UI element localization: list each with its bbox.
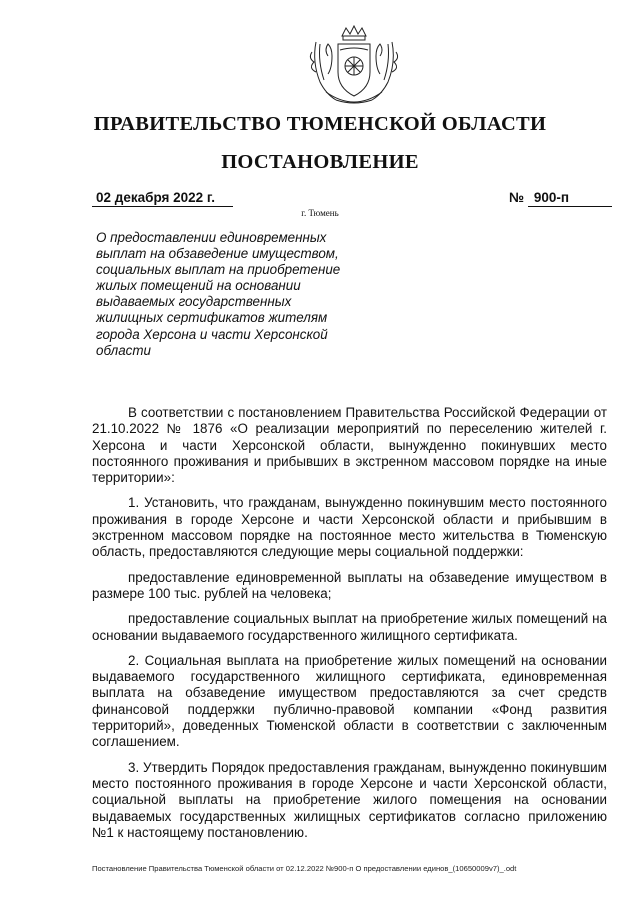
document-subject: О предоставлении единовременных выплат на обзаведение имуществом, социальных выплат на приобретение жилых помещений на основании выдаваемых государственных жилищных сертификатов жителям города Херсона и части Херсонской области bbox=[96, 230, 341, 358]
document-body bbox=[92, 405, 607, 850]
coat-of-arms-icon bbox=[306, 22, 402, 108]
body-paragraph: 3. Утвердить Порядок предоставления гражданам, вынужденно покинувшим место постоянного проживания в городе Херсоне и части Херсонской области, социальной выплаты на приобретение жилого помещения на основании выдаваемых государственных жилищных сертификатов согласно приложению №1 к настоящему постановлению. bbox=[92, 759, 607, 840]
number-prefix: № bbox=[509, 190, 525, 205]
document-type: ПОСТАНОВЛЕНИЕ bbox=[221, 151, 419, 173]
body-paragraph: В соответствии с постановлением Правительства Российской Федерации от 21.10.2022 № 1876 «О реализации мероприятий по переселению жителей г. Херсона и части Херсонской области, вынужденно покинувших место постоянного проживания и прибывших в экстренном массовом порядке на иные территории»: bbox=[92, 405, 607, 486]
body-paragraph: 2. Социальная выплата на приобретение жилых помещений на основании выдаваемого государственного жилищного сертификата, единовременная выплата на обзаведение имуществом предоставляются за счет средств финансовой поддержки публично-правовой компании «Фонд развития территорий», доведенных Тюменской области в соответствии с заключенным соглашением. bbox=[92, 652, 607, 750]
organization-title: ПРАВИТЕЛЬСТВО ТЮМЕНСКОЙ ОБЛАСТИ bbox=[93, 113, 547, 135]
body-paragraph: предоставление социальных выплат на приобретение жилых помещений на основании выдаваемого государственного жилищного сертификата. bbox=[92, 611, 607, 643]
body-paragraph: предоставление единовременной выплаты на обзаведение имуществом в размере 100 тыс. рублей на человека; bbox=[92, 569, 607, 601]
document-date: 02 декабря 2022 г. bbox=[92, 190, 233, 207]
body-paragraph: 1. Установить, что гражданам, вынужденно покинувшим место постоянного проживания в городе Херсоне и части Херсонской области и прибывшим в экстренном массовом порядке на постоянное место жительства в Тюменскую область, предоставляются следующие меры социальной поддержки: bbox=[92, 495, 607, 560]
document-footer: Постановление Правительства Тюменской области от 02.12.2022 №900-п О предоставлении единов_(10650009v7)_.odt bbox=[92, 864, 517, 873]
city-label: г. Тюмень bbox=[301, 208, 339, 218]
document-number bbox=[509, 190, 612, 207]
number-value: 900-п bbox=[528, 190, 612, 207]
